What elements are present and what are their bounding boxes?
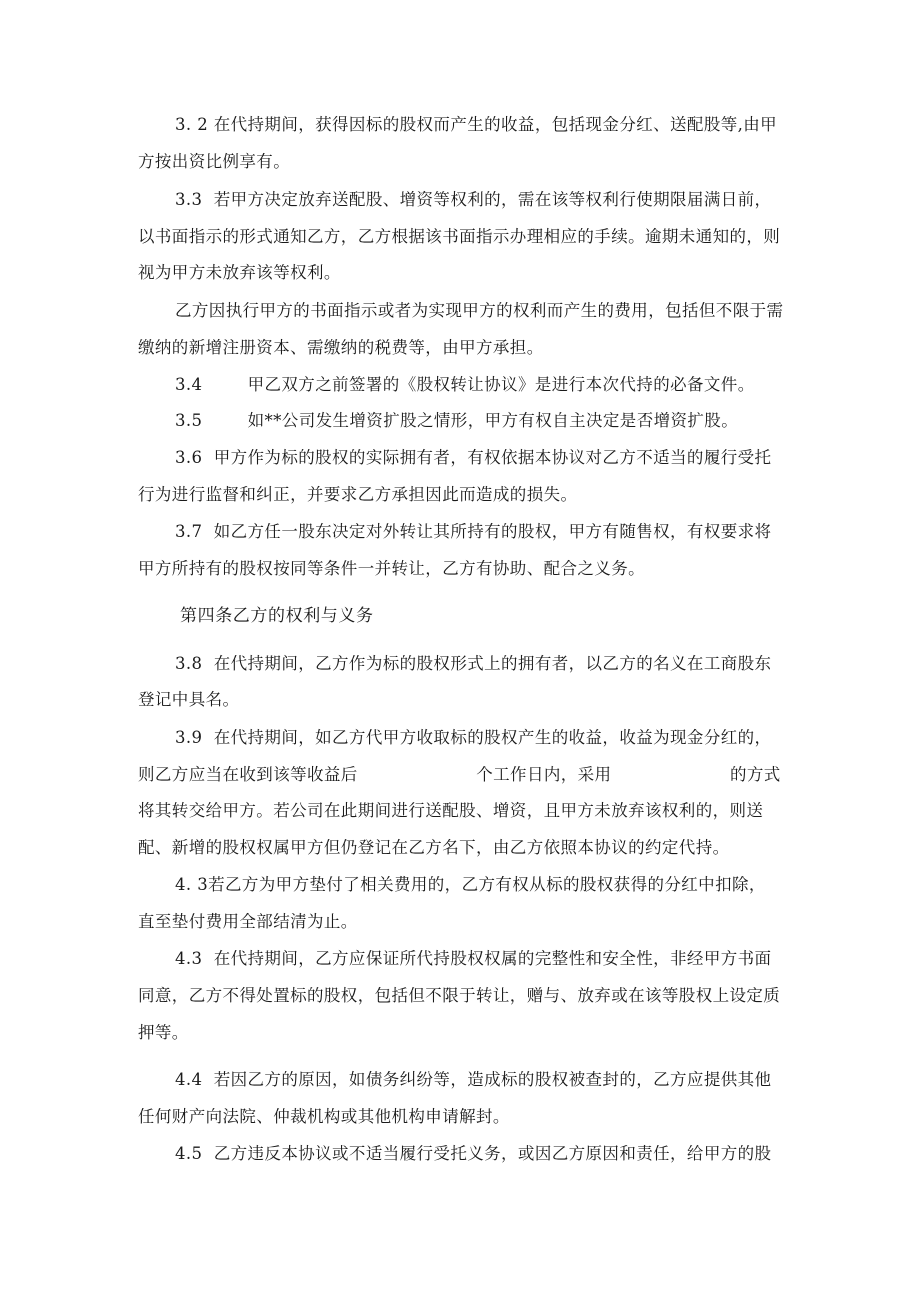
paragraph-3-2-line-1: 3. 2 在代持期间，获得因标的股权而产生的收益，包括现金分红、送配股等,由甲 (175, 115, 778, 134)
paragraph-4-3b-line-1: 4.3 在代持期间，乙方应保证所代持股权权属的完整性和安全性，非经甲方书面 (175, 949, 772, 968)
paragraph-3-8-line-1: 3.8 在代持期间，乙方作为标的股权形式上的拥有者，以乙方的名义在工商股东 (175, 654, 772, 673)
paragraph-4-3b-line-2: 同意，乙方不得处置标的股权，包括但不限于转让，赠与、放弃或在该等股权上设定质 (138, 986, 781, 1005)
paragraph-3-3-line-1: 3.3 若甲方决定放弃送配股、增资等权利的，需在该等权利行使期限届满日前， (175, 190, 772, 209)
section-heading-article-4: 第四条乙方的权利与义务 (180, 606, 374, 626)
paragraph-3-7-line-1: 3.7 如乙方任一股东决定对外转让其所持有的股权，甲方有随售权，有权要求将 (175, 522, 772, 541)
paragraph-3-9-line-3: 将其转交给甲方。若公司在此期间进行送配股、增资，且甲方未放弃该权利的，则送 (138, 801, 764, 820)
paragraph-4-3a-line-2: 直至垫付费用全部结清为止。 (138, 912, 358, 931)
paragraph-costs-line-1: 乙方因执行甲方的书面指示或者为实现甲方的权利而产生的费用，包括但不限于需 (175, 301, 784, 320)
paragraph-3-6-line-2: 行为进行监督和纠正，并要求乙方承担因此而造成的损失。 (138, 485, 578, 504)
paragraph-3-9-line-1: 3.9 在代持期间，如乙方代甲方收取标的股权产生的收益，收益为现金分红的， (175, 728, 772, 747)
paragraph-3-7-line-2: 甲方所持有的股权按同等条件一并转让，乙方有协助、配合之义务。 (138, 559, 645, 578)
paragraph-4-5-line-1: 4.5 乙方违反本协议或不适当履行受托义务，或因乙方原因和责任，给甲方的股 (175, 1144, 772, 1163)
paragraph-3-8-line-2: 登记中具名。 (138, 690, 240, 709)
paragraph-3-5: 3.5 如**公司发生增资扩股之情形，甲方有权自主决定是否增资扩股。 (175, 411, 739, 430)
paragraph-3-4: 3.4 甲乙双方之前签署的《股权转让协议》是进行本次代持的必备文件。 (175, 375, 755, 394)
paragraph-3-9-line-2: 则乙方应当在收到该等收益后 个工作日内，采用 的方式 (138, 765, 781, 784)
paragraph-3-2-line-2: 方按出资比例享有。 (138, 152, 291, 171)
paragraph-4-4-line-2: 任何财产向法院、仲裁机构或其他机构申请解封。 (138, 1107, 510, 1126)
paragraph-3-3-line-2: 以书面指示的形式通知乙方，乙方根据该书面指示办理相应的手续。逾期未通知的，则 (138, 227, 781, 246)
paragraph-costs-line-2: 缴纳的新增注册资本、需缴纳的税费等，由甲方承担。 (138, 338, 544, 357)
paragraph-3-9-line-4: 配、新增的股权权属甲方但仍登记在乙方名下，由乙方依照本协议的约定代持。 (138, 838, 730, 857)
paragraph-4-3b-line-3: 押等。 (138, 1023, 189, 1042)
paragraph-4-4-line-1: 4.4 若因乙方的原因，如债务纠纷等，造成标的股权被查封的，乙方应提供其他 (175, 1070, 772, 1089)
paragraph-3-6-line-1: 3.6 甲方作为标的股权的实际拥有者，有权依据本协议对乙方不适当的履行受托 (175, 448, 772, 467)
paragraph-4-3a-line-1: 4. 3若乙方为甲方垫付了相关费用的，乙方有权从标的股权获得的分红中扣除， (175, 875, 766, 894)
paragraph-3-3-line-3: 视为甲方未放弃该等权利。 (138, 263, 341, 282)
